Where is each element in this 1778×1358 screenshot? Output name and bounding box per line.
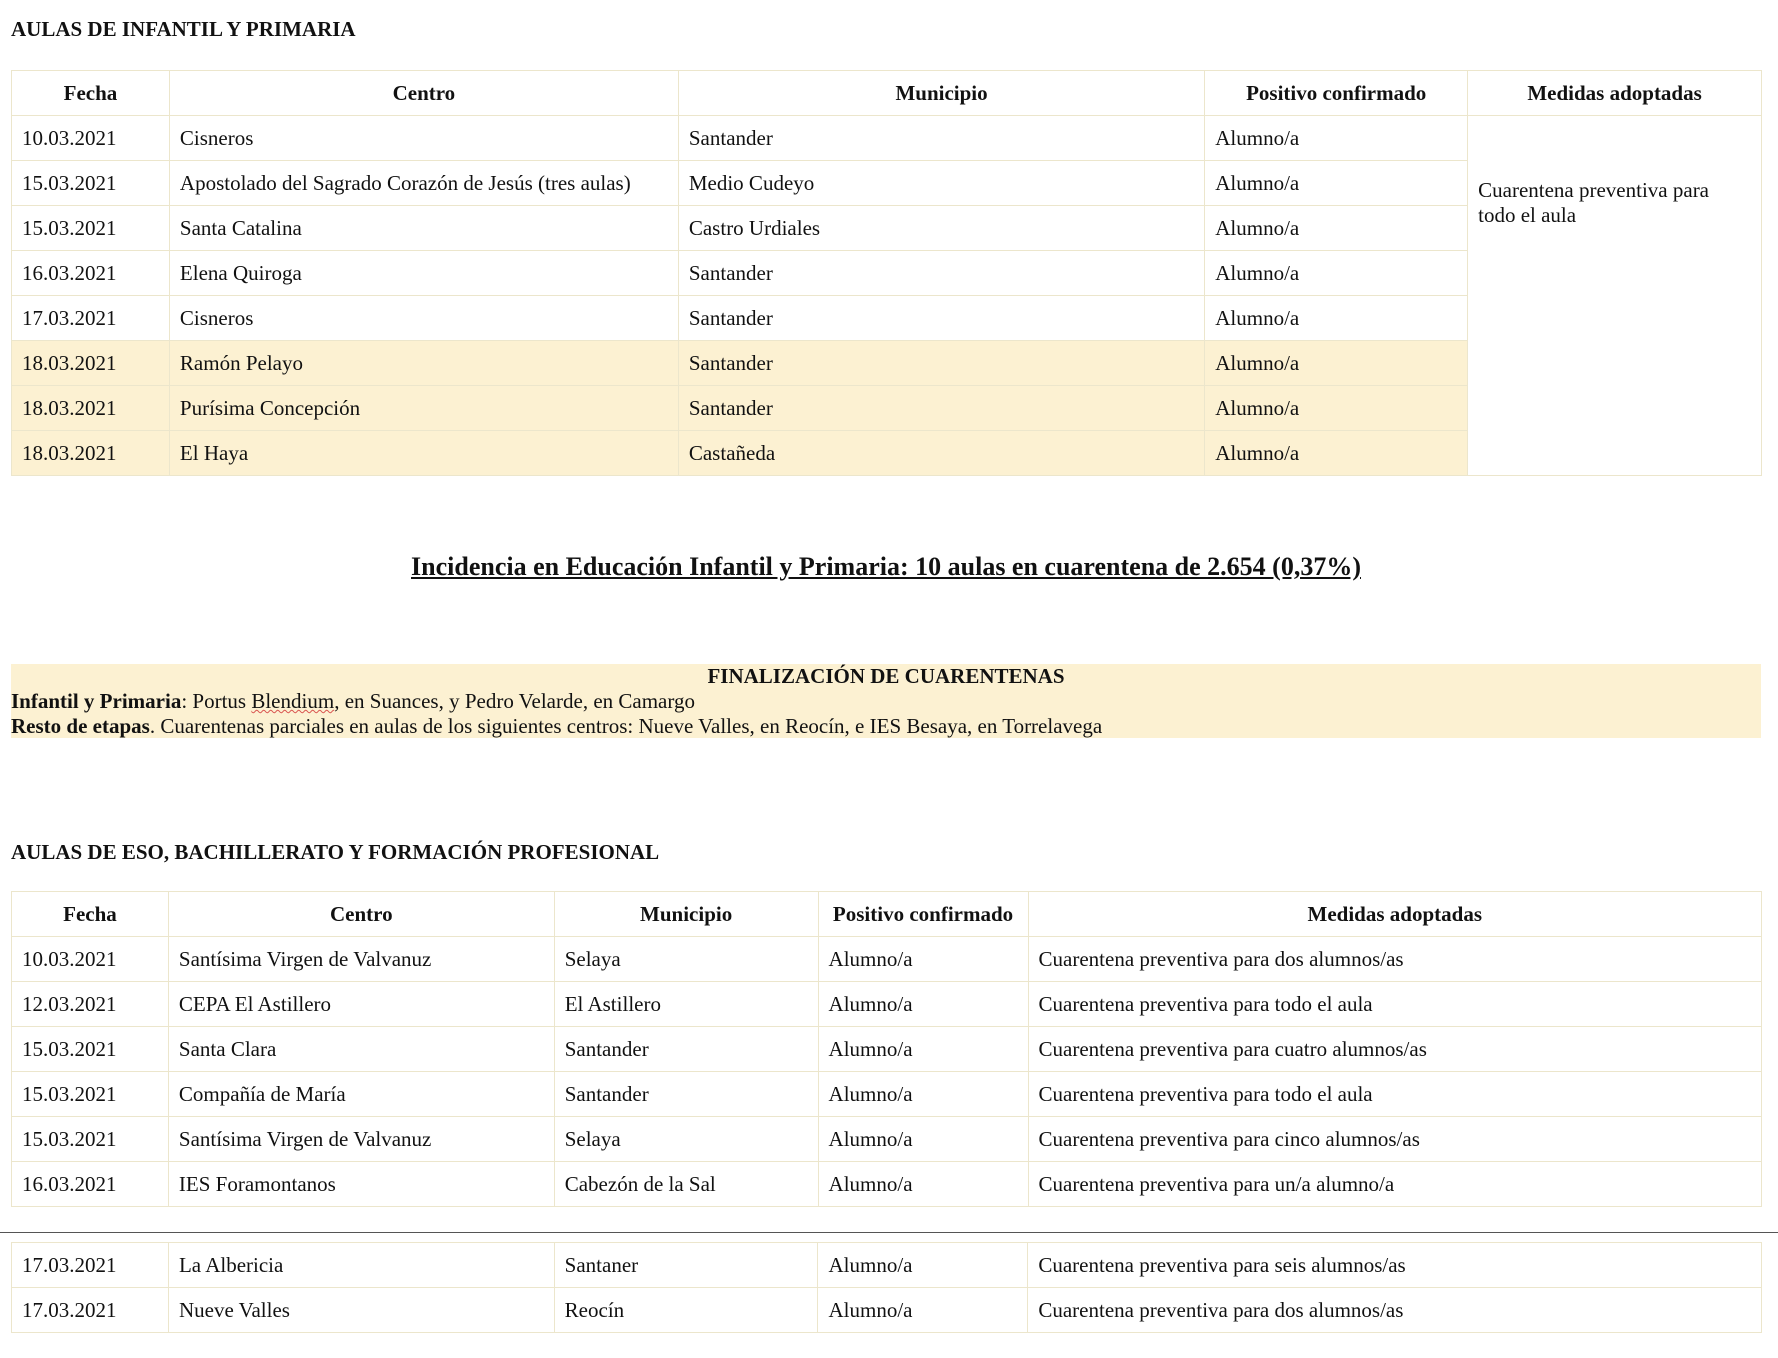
cell-fecha: 17.03.2021 [12, 1288, 169, 1333]
cell-medidas: Cuarentena preventiva para todo el aula [1028, 1072, 1761, 1117]
header-centro: Centro [168, 892, 554, 937]
cell-positivo: Alumno/a [1205, 386, 1468, 431]
cell-municipio: Reocín [554, 1288, 818, 1333]
table-row [12, 1117, 1762, 1162]
table-row [12, 1027, 1762, 1072]
incidencia-heading: Incidencia en Educación Infantil y Primaria: 10 aulas en cuarentena de 2.654 (0,37%) [411, 552, 1361, 581]
finalizacion-line-resto [11, 714, 1761, 739]
cell-positivo: Alumno/a [818, 1027, 1028, 1072]
cell-fecha: 15.03.2021 [12, 161, 170, 206]
header-municipio: Municipio [554, 892, 818, 937]
spellcheck-word: Blendium [251, 689, 335, 713]
table-header-row [12, 892, 1762, 937]
cell-fecha: 17.03.2021 [12, 1243, 169, 1288]
cell-positivo: Alumno/a [1205, 431, 1468, 476]
cell-centro: Compañía de María [168, 1072, 554, 1117]
table-row [12, 116, 1762, 161]
cell-fecha: 10.03.2021 [12, 116, 170, 161]
cell-medidas: Cuarentena preventiva para un/a alumno/a [1028, 1162, 1761, 1207]
cell-medidas: Cuarentena preventiva para todo el aula [1028, 982, 1761, 1027]
table-eso [11, 891, 1762, 1207]
table-row [12, 1243, 1762, 1288]
cell-centro: IES Foramontanos [168, 1162, 554, 1207]
table-row [12, 1162, 1762, 1207]
cell-centro: Cisneros [169, 296, 678, 341]
cell-centro: Ramón Pelayo [169, 341, 678, 386]
cell-municipio: Santander [678, 341, 1204, 386]
cell-municipio: Santaner [554, 1243, 818, 1288]
cell-municipio: Medio Cudeyo [678, 161, 1204, 206]
cell-centro: Apostolado del Sagrado Corazón de Jesús (tres aulas) [169, 161, 678, 206]
cell-fecha: 15.03.2021 [12, 206, 170, 251]
finalizacion-text-resto: . Cuarentenas parciales en aulas de los siguientes centros: Nueve Valles, en Reocín, e IES Besaya, en Torrelavega [149, 714, 1103, 738]
header-medidas: Medidas adoptadas [1468, 71, 1762, 116]
cell-positivo: Alumno/a [1205, 251, 1468, 296]
cell-municipio: El Astillero [554, 982, 818, 1027]
cell-positivo: Alumno/a [1205, 206, 1468, 251]
cell-positivo: Alumno/a [818, 1243, 1028, 1288]
cell-fecha: 15.03.2021 [12, 1072, 169, 1117]
section-title-eso: AULAS DE ESO, BACHILLERATO Y FORMACIÓN PROFESIONAL [11, 840, 660, 864]
header-municipio: Municipio [678, 71, 1204, 116]
cell-positivo: Alumno/a [1205, 341, 1468, 386]
cell-positivo: Alumno/a [818, 1117, 1028, 1162]
cell-municipio: Santander [554, 1027, 818, 1072]
cell-positivo: Alumno/a [1205, 161, 1468, 206]
cell-fecha: 16.03.2021 [12, 1162, 169, 1207]
header-medidas: Medidas adoptadas [1028, 892, 1761, 937]
cell-centro: Purísima Concepción [169, 386, 678, 431]
cell-municipio: Santander [678, 386, 1204, 431]
cell-medidas: Cuarentena preventiva para dos alumnos/as [1028, 1288, 1762, 1333]
table-infantil-primaria [11, 70, 1762, 476]
cell-centro: Cisneros [169, 116, 678, 161]
cell-fecha: 15.03.2021 [12, 1027, 169, 1072]
cell-fecha: 18.03.2021 [12, 386, 170, 431]
finalizacion-text-post: , en Suances, y Pedro Velarde, en Camargo [334, 689, 695, 713]
cell-centro: La Albericia [168, 1243, 554, 1288]
cell-municipio: Santander [678, 251, 1204, 296]
cell-positivo: Alumno/a [818, 1288, 1028, 1333]
cell-medidas-merged: Cuarentena preventiva para todo el aula [1468, 116, 1762, 476]
cell-positivo: Alumno/a [1205, 116, 1468, 161]
cell-fecha: 18.03.2021 [12, 341, 170, 386]
cell-positivo: Alumno/a [818, 937, 1028, 982]
finalizacion-label-infantil: Infantil y Primaria [11, 689, 182, 713]
cell-positivo: Alumno/a [1205, 296, 1468, 341]
table-row [12, 937, 1762, 982]
section-title-infantil-primaria: AULAS DE INFANTIL Y PRIMARIA [11, 17, 356, 41]
header-fecha: Fecha [12, 892, 169, 937]
cell-positivo: Alumno/a [818, 1162, 1028, 1207]
cell-centro: Santa Catalina [169, 206, 678, 251]
cell-medidas: Cuarentena preventiva para seis alumnos/as [1028, 1243, 1762, 1288]
cell-medidas: Cuarentena preventiva para dos alumnos/as [1028, 937, 1761, 982]
cell-medidas: Cuarentena preventiva para cuatro alumnos/as [1028, 1027, 1761, 1072]
cell-centro: Nueve Valles [168, 1288, 554, 1333]
table-row [12, 982, 1762, 1027]
cell-centro: Santa Clara [168, 1027, 554, 1072]
cell-municipio: Santander [678, 296, 1204, 341]
table-row [12, 1072, 1762, 1117]
cell-centro: Santísima Virgen de Valvanuz [168, 1117, 554, 1162]
cell-municipio: Castañeda [678, 431, 1204, 476]
page-break-divider [0, 1232, 1778, 1233]
cell-fecha: 15.03.2021 [12, 1117, 169, 1162]
finalizacion-title: FINALIZACIÓN DE CUARENTENAS [707, 664, 1065, 688]
header-centro: Centro [169, 71, 678, 116]
cell-municipio: Castro Urdiales [678, 206, 1204, 251]
cell-centro: Santísima Virgen de Valvanuz [168, 937, 554, 982]
cell-centro: El Haya [169, 431, 678, 476]
table-header-row [12, 71, 1762, 116]
cell-medidas: Cuarentena preventiva para cinco alumnos/as [1028, 1117, 1761, 1162]
cell-municipio: Santander [554, 1072, 818, 1117]
cell-fecha: 12.03.2021 [12, 982, 169, 1027]
header-positivo: Positivo confirmado [818, 892, 1028, 937]
cell-municipio: Cabezón de la Sal [554, 1162, 818, 1207]
finalizacion-text-pre: : Portus [181, 689, 252, 713]
header-fecha: Fecha [12, 71, 170, 116]
finalizacion-line-infantil [11, 689, 1761, 714]
cell-fecha: 18.03.2021 [12, 431, 170, 476]
cell-positivo: Alumno/a [818, 982, 1028, 1027]
cell-municipio: Santander [678, 116, 1204, 161]
cell-fecha: 16.03.2021 [12, 251, 170, 296]
cell-positivo: Alumno/a [818, 1072, 1028, 1117]
header-positivo: Positivo confirmado [1205, 71, 1468, 116]
table-row [12, 1288, 1762, 1333]
cell-fecha: 17.03.2021 [12, 296, 170, 341]
table-eso-continued [11, 1242, 1762, 1333]
cell-fecha: 10.03.2021 [12, 937, 169, 982]
finalizacion-box [11, 664, 1761, 738]
finalizacion-label-resto: Resto de etapas [11, 714, 150, 738]
cell-municipio: Selaya [554, 937, 818, 982]
cell-municipio: Selaya [554, 1117, 818, 1162]
cell-centro: CEPA El Astillero [168, 982, 554, 1027]
cell-centro: Elena Quiroga [169, 251, 678, 296]
